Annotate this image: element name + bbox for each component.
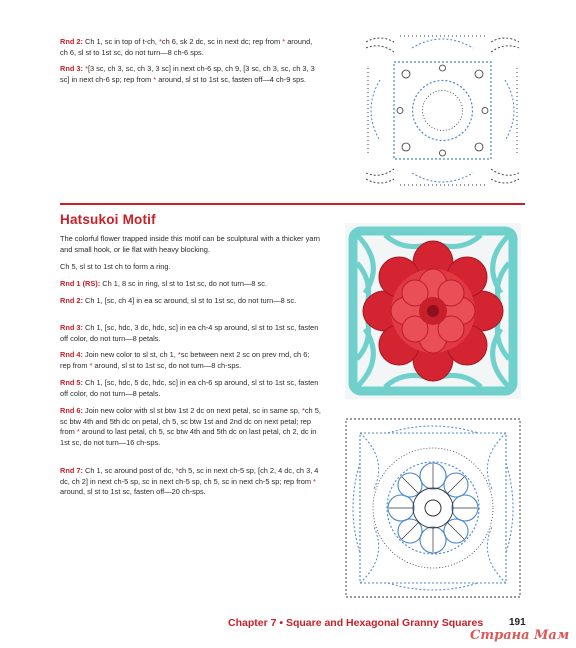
intro-text: The colorful flower trapped inside this motif can be sculptural with a thicker yarn and small hook, or lie flat with heavy blocking. xyxy=(60,234,321,254)
top-row-2: Rnd 2: Ch 1, sc in top of t-ch, *ch 6, sk 2 dc, sc in next dc; rep from * around, ch 6, sl st to 1st sc, do not turn—8 ch-6 sps. xyxy=(60,37,313,57)
row-label: Rnd 2: xyxy=(60,37,83,46)
row-label: Rnd 3: xyxy=(60,64,83,73)
round-5: Rnd 5: Ch 1, [sc, hdc, 5 dc, hdc, sc] in ea ch-6 sp around, sl st to 1st sc, fasten off color, do not turn—8 petals. xyxy=(60,378,319,398)
row-label: Rnd 3: xyxy=(60,323,83,332)
motif-crochet-chart xyxy=(338,409,528,607)
row-label: Rnd 5: xyxy=(60,378,83,387)
foundation-text: Ch 5, sl st to 1st ch to form a ring. xyxy=(60,262,171,271)
round-3: Rnd 3: Ch 1, [sc, hdc, 3 dc, hdc, sc] in ea ch-4 sp around, sl st to 1st sc, fasten off color, do not turn—8 petals. xyxy=(60,323,319,343)
top-row-3: Rnd 3: *[3 sc, ch 3, sc, ch 3, 3 sc] in next ch-6 sp, ch 9, [3 sc, ch 3, sc, ch 3, 3 sc] in next ch-6 sp; rep from * around, sl st to 1st sc, fasten off—4 ch-9 sps. xyxy=(60,64,315,84)
row-label: Rnd 2: xyxy=(60,296,83,305)
watermark: Страна Мам xyxy=(470,628,570,643)
round-6: Rnd 6: Join new color with sl st btw 1st 2 dc on next petal, sc in same sp, *ch 5, sc btw 4th and 5th dc on petal, ch 5, sc btw 1st and 2nd dc on next petal; rep from * around to last petal, ch 5, sc btw 4th and 5th dc on last petal, ch 2, dc in 1st sc, do not turn—16 ch-sps. xyxy=(60,406,321,447)
row-label: Rnd 4: xyxy=(60,350,83,359)
row-label: Rnd 6: xyxy=(60,406,83,415)
round-1: Rnd 1 (RS): Ch 1, 8 sc in ring, sl st to 1st sc, do not turn—8 sc. xyxy=(60,279,268,288)
chapter-footer: Chapter 7 • Square and Hexagonal Granny Squares xyxy=(228,617,484,629)
section-divider xyxy=(60,203,525,205)
row-label: Rnd 1 (RS): xyxy=(60,279,101,288)
section-title: Hatsukoi Motif xyxy=(60,212,156,227)
page-number: 191 xyxy=(509,617,526,628)
motif-photo xyxy=(345,223,521,399)
row-label: Rnd 7: xyxy=(60,466,83,475)
round-2: Rnd 2: Ch 1, [sc, ch 4] in ea sc around, sl st to 1st sc, do not turn—8 sc. xyxy=(60,296,297,305)
top-crochet-chart xyxy=(360,28,525,193)
round-4: Rnd 4: Join new color to sl st, ch 1, *sc between next 2 sc on prev rnd, ch 6; rep from * around, sl st to 1st sc, do not turn—8 ch-sps. xyxy=(60,350,310,370)
round-7: Rnd 7: Ch 1, sc around post of dc, *ch 5, sc in next ch-5 sp, [ch 2, 4 dc, ch 3, 4 dc, ch 2] in next ch-5 sp, sc in next ch-5 sp, ch 5, sc in next ch-5 sp; rep from * around, sl st to 1st sc, fasten off—20 ch-sps. xyxy=(60,466,319,497)
